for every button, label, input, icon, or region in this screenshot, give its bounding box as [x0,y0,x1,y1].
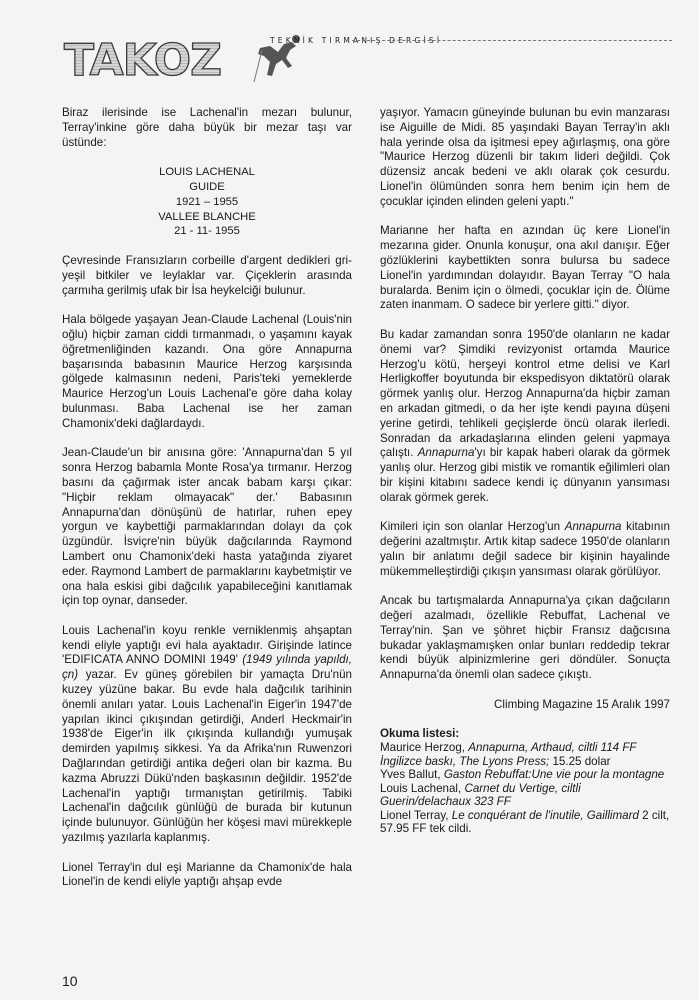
paragraph [380,328,670,506]
italic-note: (1949 yılında yapıldı, çn) [62,653,352,682]
reading-list-item [380,782,670,809]
author: Louis Lachenal, [380,781,465,795]
italic-title: Annapurna [564,520,622,534]
book-title: Gaston Rebuffat:Une vie pour la montagne [443,768,665,782]
reading-list-item [380,809,670,836]
author: Yves Ballut, [380,768,444,782]
text-span: yazar. Ev güneş görebilen bir yamaçta Dru'nün kuzey yüzüne bakar. Bu evde hala dağcılık tarihinin önemli anıları yatar. Louis Lachenal'in Eiger'in 1947'de yapılan ikinci çıkışından getirdiği, Anderl Heckmair'in 1938'de Eiger'in ilk çıkışında kullandığı yumuşak demirden yapılmış sikkesi. Ya da Afrika'nın Ruwenzori Dağlarından getirdiği antika değeri olan bir kazma. Bu kazma Abruzzi Dükü'nden başkasının değildir. 1952'de Lachenal'in yaptığı tırmanıştan getirilmiş. Tabiki Lachenal'in dağcılık günlüğü de burada bir kutunun içinde bulunuyor. Günlüğün her köşesi mavi mürekkeple yazılmış yazılarla kaplanmış. [62,668,352,845]
text-span: 'yı bir kapak haberi olarak da görmek yanlış olur. Herzog gibi mistik ve romantik eğilimleri olan bir kişini kitabını sadece kendi iç dünyanın yansıması olarak görmek gerek. [380,446,670,504]
paragraph: Ancak bu tartışmalarda Annapurna'ya çıkan dağcıların değeri azalmadı, özellikle Rebuffat, Lachenal ve Terray'nin. Şan ve şöhret hiçbir Fransız dağcısına bukadar yaklaşmamışken onlar bunları reddedip tekrar kendi büyük alpinizmlerine geri döndüler. Sonuçta Annapurna'da önemli olan sadece çıkıştı. [380,594,670,682]
paragraph: Marianne her hafta en azından üç kere Lionel'in mezarına gider. Onunla konuşur, ona akıl danışır. Eğer gözlüklerini kaybettikten sonra bulursa bu sadece Lionel'in yardımından dolayıdır. Bayan Terray "O hala buralarda. Benim için o ölmedi, çocuklar için de. Ölüme zaten inanmam. O sadece bir yerlere gitti." diyor. [380,224,670,312]
paragraph [380,520,670,579]
italic-title: Annapurna [417,446,475,460]
text-span: Kimileri için son olanlar Herzog'un [380,520,565,534]
paragraph: Hala bölgede yaşayan Jean-Claude Lachenal (Louis'nin oğlu) hiçbir zaman ciddi tırmanmadı, o yaşamını kayak öğretmenliğinden kazandı. Ona göre Annapurna başarısında babasının Maurice Herzog karşısında gölgede kalmasının nedeni, Paris'teki yemeklerde Maurice Herzog'un Louis Lachenal'e göre daha kolay bulunması. Baba Lachenal ise her zaman Chamonix'deki dağlardaydı. [62,313,352,430]
source-citation: Climbing Magazine 15 Aralık 1997 [494,697,670,711]
reading-list-item [380,768,670,782]
magazine-tagline: TEKNİK TIRMANIŞ DERGİSİ [270,36,443,45]
inscription-line: VALLEE BLANCHE [158,210,256,223]
inscription-line: 21 - 11- 1955 [174,225,240,238]
text-span: Louis Lachenal'in koyu renkle verniklenmiş ahşaptan kendi eliyle yaptığı evi hala ayaktadır. Girişinde latince 'EDIFICATA ANNO DOMINI 1949' [62,623,352,667]
text-span: Bu kadar zamandan sonra 1950'de olanların ne kadar önemi var? Şimdiki revizyonist ortamda Maurice Herzog'u kötü, herşeyi kontrol etme delisi ve Karl Herligkoffer boyutunda bir ekspedisyon diktatörü olarak görmek yanlış olur. Herzog Annapurna'da hiçbir zaman en arkadan gitmedi, o da her işte kendi payına düşeni yerine getirdi, tehlikeli geçişlerde öncü olarak ilerledi. Sonradan da arkadaşlarına elinden geleni yapmaya çalıştı. [380,327,670,460]
header-rule [352,40,672,41]
paragraph: Jean-Claude'un bir anısına göre: 'Annapurna'dan 5 yıl sonra Herzog babamla Monte Rosa'ya tırmanır. Herzog basını da çağırmak ister ancak babam karşı çıkar: "Hiçbir reklam olmayacak" der.' Babasının Annapurna'dan dönüşünü de hatırlar, ruhen epey yorgun ve kaybettiği parmaklarından dolayı da çok üzgündür. İsviçre'nin büyük dağcılarında Raymond Lambert onu Chamonix'deki hasta yatağında ziyaret eder. Raymond Lambert de parmaklarını kaybetmiştir ve ona hala eskisi gibi dağcılık yapabileceğini kanıtlamak için top oynar, danseder. [62,446,352,608]
reading-list-title: Okuma listesi: [380,726,460,740]
inscription-line: GUIDE [189,180,225,193]
grave-inscription [62,165,352,239]
paragraph: Lionel Terray'in dul eşi Marianne da Chamonix'de hala Lionel'in de kendi eliyle yaptığı ahşap evde [62,860,352,889]
paragraph: Biraz ilerisinde ise Lachenal'in mezarı bulunur, Terray'inkine göre daha büyük bir mezar taşı var üstünde: [62,106,352,149]
paragraph [62,624,352,846]
left-column [62,106,352,905]
book-title: Carnet du Vertige, ciltli Guerin/delachaux 323 FF [380,781,581,809]
right-column [380,106,670,836]
takoz-logo [62,30,252,82]
price: 2 cilt, 57.95 FF tek cildi. [380,808,670,836]
svg-text:TAKOZ: TAKOZ [64,35,222,82]
magazine-header [62,30,672,90]
text-span: kitabının değerini azaltmıştır. Artık kitap sadece 1950'de olanların yalın bir anlatımı değil sadece bir kişinin hayalinde mükemmelleştirdiği çıkışın yansıması olarak görülüyor. [380,520,670,578]
price: 15.25 dolar [549,754,611,768]
paragraph: yaşıyor. Yamacın güneyinde bulunan bu evin manzarası ise Aiguille de Midi. 85 yaşındaki Bayan Terray'in aklı hala yerinde olsa da işitmesi epey ağırlaşmış, ona göre "Maurice Herzog düzenli bir takım lideri değildi. Çok düzensiz ancak bedeni ve aklı olarak çok cesurdu. Lionel'in ölümünden sonra hem benim için hem de çocuklar içinden elinden geleni yaptı." [380,106,670,208]
inscription-line: LOUIS LACHENAL [159,166,255,179]
inscription-line: 1921 – 1955 [175,195,239,208]
paragraph: Çevresinde Fransızların corbeille d'argent dedikleri gri-yeşil bitkiler ve leylaklar var. Çiçeklerin arasında çarmıha gerilmiş ufak bir İsa heykelciği bulunur. [62,253,352,297]
reading-list-item [380,741,670,768]
book-title: Le conquérant de l'inutile, Gaillimard [451,808,639,822]
author: Maurice Herzog, [380,741,469,755]
book-title: Annapurna, Arthaud, ciltli 114 FF İngilizce baskı, The Lyons Press; [380,741,637,768]
author: Lionel Terray, [380,808,452,822]
page-number: 10 [62,973,78,989]
